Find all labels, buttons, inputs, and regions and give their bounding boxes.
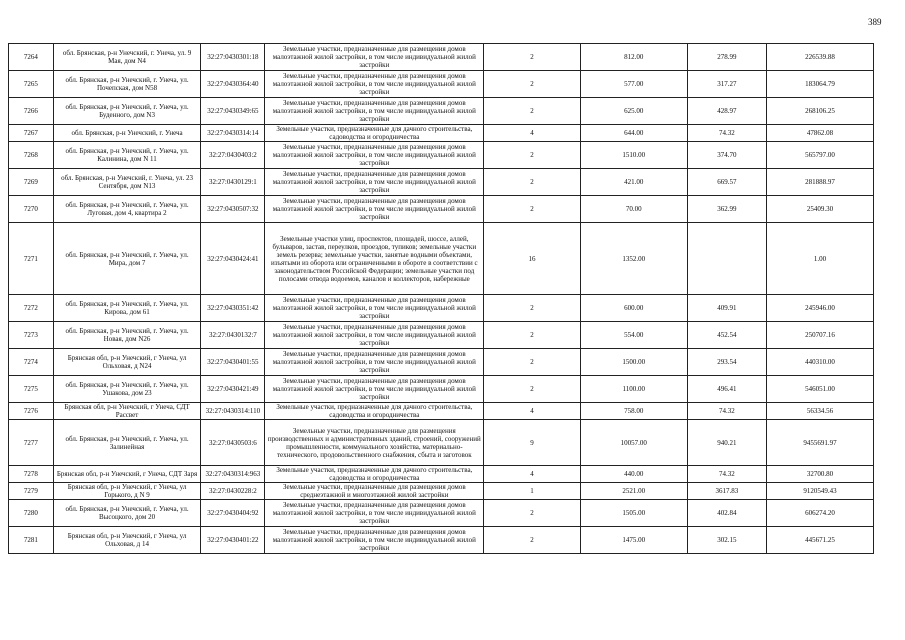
cell-cadastral-value: 546051.00 xyxy=(767,376,874,403)
cell-specific-value: 317.27 xyxy=(687,71,766,98)
cell-permitted-use: Земельные участки улиц, проспектов, площадей, шоссе, аллей, бульваров, застав, переулков, проездов, тупиков; земельные участки земель резерва; земельные участки, занятые водными объектами, изъятыми из оборота или ограниченными в обороте в соответствии с законодательством Российской Федерации; земельные участки под полосами отвода водоемов, каналов и коллекторов, набережные xyxy=(265,223,484,295)
cell-cadastral-number: 32:27:0430129:1 xyxy=(201,169,265,196)
cell-permitted-use: Земельные участки, предназначенные для размещения домов малоэтажной жилой застройки, в том числе индивидуальной жилой застройки xyxy=(265,71,484,98)
cell-permitted-use: Земельные участки, предназначенные для размещения домов малоэтажной жилой застройки, в том числе индивидуальной жилой застройки xyxy=(265,44,484,71)
table-row xyxy=(9,483,874,500)
cell-permitted-use: Земельные участки, предназначенные для дачного строительства, садоводства и огородничества xyxy=(265,466,484,483)
table-row xyxy=(9,142,874,169)
cell-cadastral-value: 56334.56 xyxy=(767,403,874,420)
cell-area: 70.00 xyxy=(580,196,687,223)
page-number: 389 xyxy=(868,17,882,27)
cell-number: 7269 xyxy=(9,169,54,196)
cell-specific-value: 409.91 xyxy=(687,295,766,322)
cell-cadastral-number: 32:27:0430349:65 xyxy=(201,98,265,125)
cell-use-group: 2 xyxy=(484,376,581,403)
table-row xyxy=(9,98,874,125)
cell-number: 7279 xyxy=(9,483,54,500)
table-row xyxy=(9,322,874,349)
cell-area: 625.00 xyxy=(580,98,687,125)
cell-cadastral-number: 32:27:0430314:110 xyxy=(201,403,265,420)
cell-specific-value: 302.15 xyxy=(687,527,766,554)
cell-use-group: 2 xyxy=(484,295,581,322)
cell-area: 600.00 xyxy=(580,295,687,322)
cell-specific-value xyxy=(687,223,766,295)
cell-use-group: 2 xyxy=(484,44,581,71)
table-row xyxy=(9,527,874,554)
table-row xyxy=(9,349,874,376)
cell-area: 1500.00 xyxy=(580,349,687,376)
cell-permitted-use: Земельные участки, предназначенные для размещения производственных и административных зданий, строений, сооружений промышленности, коммунального хозяйства, материально-технического, продовольственного снабжения, сбыта и заготовок xyxy=(265,420,484,466)
cell-address: Брянская обл, р-н Унечский, г Унеча, ул Ольховая, д 14 xyxy=(53,527,201,554)
cell-specific-value: 452.54 xyxy=(687,322,766,349)
cell-cadastral-value: 268106.25 xyxy=(767,98,874,125)
cell-number: 7276 xyxy=(9,403,54,420)
cell-area: 1475.00 xyxy=(580,527,687,554)
table-row xyxy=(9,403,874,420)
cell-area: 554.00 xyxy=(580,322,687,349)
cell-use-group: 2 xyxy=(484,322,581,349)
cell-permitted-use: Земельные участки, предназначенные для размещения домов малоэтажной жилой застройки, в том числе индивидуальной жилой застройки xyxy=(265,349,484,376)
cell-specific-value: 74.32 xyxy=(687,466,766,483)
cell-number: 7278 xyxy=(9,466,54,483)
table-row xyxy=(9,420,874,466)
table-row xyxy=(9,196,874,223)
cell-address: обл. Брянская, р-н Унечский, г. Унеча, ул. Калинина, дом N 11 xyxy=(53,142,201,169)
cell-cadastral-number: 32:27:0430507:32 xyxy=(201,196,265,223)
cell-use-group: 2 xyxy=(484,71,581,98)
cadastral-value-table xyxy=(8,43,874,554)
cell-address: обл. Брянская, р-н Унечский, г. Унеча, ул. Кирова, дом 61 xyxy=(53,295,201,322)
cell-cadastral-number: 32:27:0430503:6 xyxy=(201,420,265,466)
table-body xyxy=(9,44,874,554)
cell-cadastral-number: 32:27:0430401:22 xyxy=(201,527,265,554)
cell-address: обл. Брянская, р-н Унечский, г. Унеча, ул. Мира, дом 7 xyxy=(53,223,201,295)
cell-number: 7266 xyxy=(9,98,54,125)
cell-specific-value: 278.99 xyxy=(687,44,766,71)
cell-use-group: 2 xyxy=(484,98,581,125)
cell-address: Брянская обл, р-н Унечский, г Унеча, СДТ Рассвет xyxy=(53,403,201,420)
cell-specific-value: 293.54 xyxy=(687,349,766,376)
cell-number: 7273 xyxy=(9,322,54,349)
cell-number: 7270 xyxy=(9,196,54,223)
cell-permitted-use: Земельные участки, предназначенные для размещения домов малоэтажной жилой застройки, в том числе индивидуальной жилой застройки xyxy=(265,98,484,125)
cell-number: 7268 xyxy=(9,142,54,169)
cell-address: обл. Брянская, р-н Унечский, г. Унеча, ул. Почепская, дом N58 xyxy=(53,71,201,98)
table-row xyxy=(9,295,874,322)
cell-cadastral-value: 32700.80 xyxy=(767,466,874,483)
cell-permitted-use: Земельные участки, предназначенные для размещения домов малоэтажной жилой застройки, в том числе индивидуальной жилой застройки xyxy=(265,500,484,527)
cell-cadastral-number: 32:27:0430314:14 xyxy=(201,125,265,142)
cell-number: 7277 xyxy=(9,420,54,466)
cell-cadastral-value: 183064.79 xyxy=(767,71,874,98)
cell-number: 7275 xyxy=(9,376,54,403)
cell-number: 7272 xyxy=(9,295,54,322)
cell-number: 7271 xyxy=(9,223,54,295)
cell-use-group: 2 xyxy=(484,142,581,169)
cell-use-group: 4 xyxy=(484,403,581,420)
cell-area: 1505.00 xyxy=(580,500,687,527)
cell-address: обл. Брянская, р-н Унечский, г. Унеча xyxy=(53,125,201,142)
cell-cadastral-value: 245946.00 xyxy=(767,295,874,322)
cell-permitted-use: Земельные участки, предназначенные для размещения домов малоэтажной жилой застройки, в том числе индивидуальной жилой застройки xyxy=(265,142,484,169)
cell-cadastral-number: 32:27:0430314:963 xyxy=(201,466,265,483)
cell-use-group: 2 xyxy=(484,349,581,376)
cell-cadastral-value: 440310.00 xyxy=(767,349,874,376)
cell-specific-value: 3617.83 xyxy=(687,483,766,500)
cell-permitted-use: Земельные участки, предназначенные для дачного строительства, садоводства и огородничества xyxy=(265,125,484,142)
cell-cadastral-value: 9120549.43 xyxy=(767,483,874,500)
cell-specific-value: 74.32 xyxy=(687,125,766,142)
cell-specific-value: 669.57 xyxy=(687,169,766,196)
cell-cadastral-number: 32:27:0430424:41 xyxy=(201,223,265,295)
cell-cadastral-value: 9455691.97 xyxy=(767,420,874,466)
cell-area: 421.00 xyxy=(580,169,687,196)
cell-area: 644.00 xyxy=(580,125,687,142)
cell-cadastral-number: 32:27:0430132:7 xyxy=(201,322,265,349)
cell-cadastral-value: 606274.20 xyxy=(767,500,874,527)
table-row xyxy=(9,44,874,71)
cell-permitted-use: Земельные участки, предназначенные для размещения домов малоэтажной жилой застройки, в том числе индивидуальной жилой застройки xyxy=(265,527,484,554)
cell-area: 2521.00 xyxy=(580,483,687,500)
cell-cadastral-value: 565797.00 xyxy=(767,142,874,169)
cell-cadastral-number: 32:27:0430421:49 xyxy=(201,376,265,403)
cell-permitted-use: Земельные участки, предназначенные для дачного строительства, садоводства и огородничества xyxy=(265,403,484,420)
cell-number: 7265 xyxy=(9,71,54,98)
cell-area: 440.00 xyxy=(580,466,687,483)
cell-cadastral-value: 1.00 xyxy=(767,223,874,295)
cell-use-group: 16 xyxy=(484,223,581,295)
cell-specific-value: 428.97 xyxy=(687,98,766,125)
cell-area: 10057.00 xyxy=(580,420,687,466)
cell-area: 758.00 xyxy=(580,403,687,420)
cell-address: обл. Брянская, р-н Унечский, г. Унеча, ул. 9 Мая, дом N4 xyxy=(53,44,201,71)
cell-specific-value: 362.99 xyxy=(687,196,766,223)
cell-number: 7274 xyxy=(9,349,54,376)
cell-cadastral-number: 32:27:0430404:92 xyxy=(201,500,265,527)
cell-address: обл. Брянская, р-н Унечский, г. Унеча, ул. Новая, дом N26 xyxy=(53,322,201,349)
cell-address: обл. Брянская, р-н Унечский, г. Унеча, ул. Ушакова, дом 23 xyxy=(53,376,201,403)
cell-cadastral-value: 226539.88 xyxy=(767,44,874,71)
cell-cadastral-value: 25409.30 xyxy=(767,196,874,223)
cell-cadastral-number: 32:27:0430301:18 xyxy=(201,44,265,71)
cell-area: 1510.00 xyxy=(580,142,687,169)
cell-cadastral-number: 32:27:0430228:2 xyxy=(201,483,265,500)
cell-specific-value: 940.21 xyxy=(687,420,766,466)
cell-address: Брянская обл, р-н Унечский, г Унеча, СДТ Заря xyxy=(53,466,201,483)
cell-address: обл. Брянская, р-н Унечский, г. Унеча, ул. Луговая, дом 4, квартира 2 xyxy=(53,196,201,223)
cell-specific-value: 402.84 xyxy=(687,500,766,527)
cell-permitted-use: Земельные участки, предназначенные для размещения домов малоэтажной жилой застройки, в том числе индивидуальной жилой застройки xyxy=(265,196,484,223)
cell-permitted-use: Земельные участки, предназначенные для размещения домов малоэтажной жилой застройки, в том числе индивидуальной жилой застройки xyxy=(265,295,484,322)
cell-address: обл. Брянская, р-н Унечский, г. Унеча, ул. 23 Сентября, дом N13 xyxy=(53,169,201,196)
cell-use-group: 4 xyxy=(484,125,581,142)
cell-address: обл. Брянская, р-н Унечский, г. Унеча, ул. Залинейная xyxy=(53,420,201,466)
cell-address: обл. Брянская, р-н Унечский, г. Унеча, ул. Буденного, дом N3 xyxy=(53,98,201,125)
cell-address: обл. Брянская, р-н Унечский, г. Унеча, ул. Высоцкого, дом 20 xyxy=(53,500,201,527)
cell-number: 7280 xyxy=(9,500,54,527)
cell-area: 1100.00 xyxy=(580,376,687,403)
table-row xyxy=(9,125,874,142)
cell-number: 7281 xyxy=(9,527,54,554)
cell-permitted-use: Земельные участки, предназначенные для размещения домов малоэтажной жилой застройки, в том числе индивидуальной жилой застройки xyxy=(265,376,484,403)
cell-number: 7264 xyxy=(9,44,54,71)
cell-permitted-use: Земельные участки, предназначенные для размещения домов малоэтажной жилой застройки, в том числе индивидуальной жилой застройки xyxy=(265,322,484,349)
cell-area: 1352.00 xyxy=(580,223,687,295)
cell-area: 812.00 xyxy=(580,44,687,71)
cell-cadastral-value: 281888.97 xyxy=(767,169,874,196)
cell-address: Брянская обл, р-н Унечский, г Унеча, ул Ольховая, д N24 xyxy=(53,349,201,376)
cell-use-group: 2 xyxy=(484,196,581,223)
cell-cadastral-number: 32:27:0430351:42 xyxy=(201,295,265,322)
cell-cadastral-number: 32:27:0430364:40 xyxy=(201,71,265,98)
cell-use-group: 2 xyxy=(484,500,581,527)
cell-use-group: 4 xyxy=(484,466,581,483)
table-row xyxy=(9,500,874,527)
table-row xyxy=(9,376,874,403)
cell-use-group: 2 xyxy=(484,169,581,196)
cell-cadastral-number: 32:27:0430403:2 xyxy=(201,142,265,169)
cell-number: 7267 xyxy=(9,125,54,142)
cell-area: 577.00 xyxy=(580,71,687,98)
table-row xyxy=(9,71,874,98)
cell-cadastral-value: 250707.16 xyxy=(767,322,874,349)
cell-use-group: 9 xyxy=(484,420,581,466)
cell-cadastral-value: 445671.25 xyxy=(767,527,874,554)
cell-cadastral-number: 32:27:0430401:55 xyxy=(201,349,265,376)
cell-address: Брянская обл, р-н Унечский, г Унеча, ул Горького, д N 9 xyxy=(53,483,201,500)
cell-cadastral-value: 47862.08 xyxy=(767,125,874,142)
cell-specific-value: 374.70 xyxy=(687,142,766,169)
cell-permitted-use: Земельные участки, предназначенные для размещения домов среднеэтажной и многоэтажной жилой застройки xyxy=(265,483,484,500)
cell-specific-value: 496.41 xyxy=(687,376,766,403)
table-row xyxy=(9,169,874,196)
cell-use-group: 2 xyxy=(484,527,581,554)
cell-permitted-use: Земельные участки, предназначенные для размещения домов малоэтажной жилой застройки, в том числе индивидуальной жилой застройки xyxy=(265,169,484,196)
table-row xyxy=(9,466,874,483)
cell-specific-value: 74.32 xyxy=(687,403,766,420)
cell-use-group: 1 xyxy=(484,483,581,500)
table-row xyxy=(9,223,874,295)
